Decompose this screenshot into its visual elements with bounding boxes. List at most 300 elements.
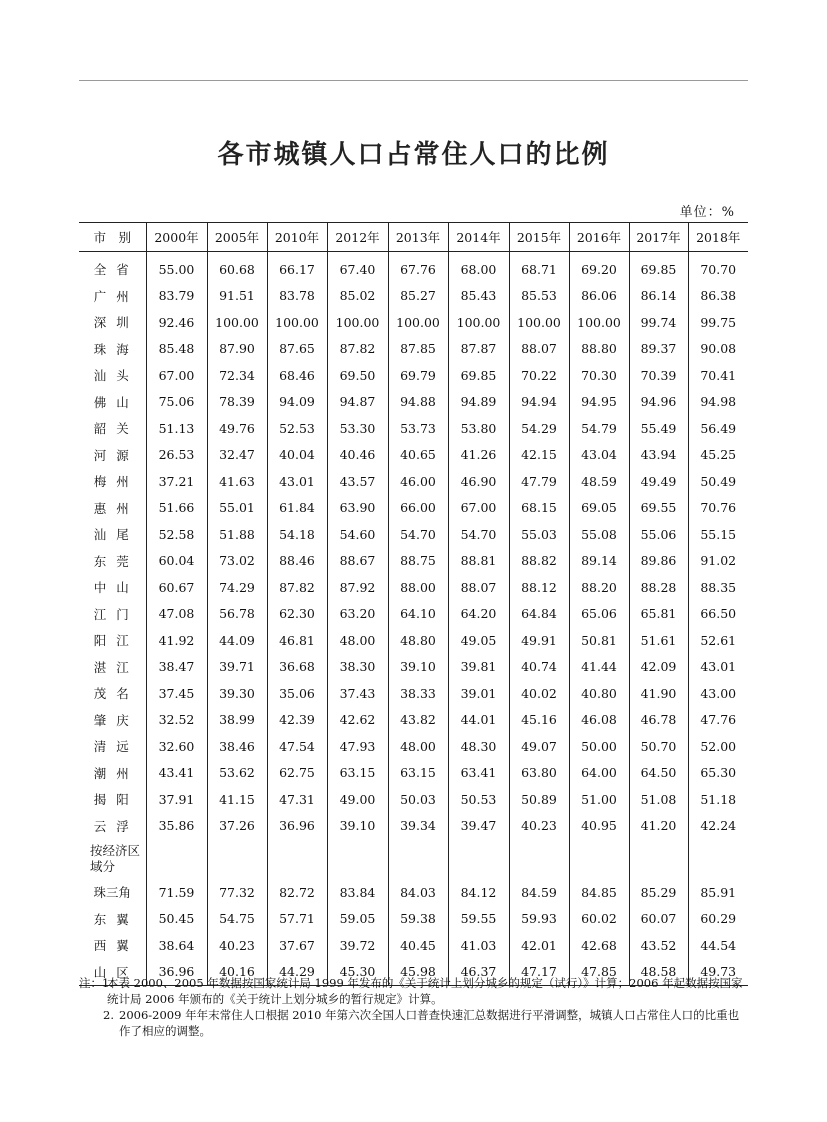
table-cell: 100.00 [267,309,327,336]
table-cell: 39.10 [327,813,388,840]
table-cell: 60.04 [146,548,207,575]
table-cell: 38.33 [388,680,448,707]
table-cell: 88.07 [448,574,509,601]
table-cell: 51.00 [569,786,629,813]
table-row [79,495,748,522]
table-cell: 40.23 [207,932,267,959]
table-cell: 32.52 [146,707,207,734]
column-header-year: 2010年 [267,223,327,252]
row-label: 湛江 [93,659,139,675]
table-cell [146,839,207,879]
table-cell: 54.75 [207,906,267,933]
table-cell: 43.04 [569,442,629,469]
column-header-year: 2013年 [388,223,448,252]
table-cell: 47.79 [509,468,569,495]
row-label: 清远 [93,739,139,755]
table-cell: 73.02 [207,548,267,575]
table-row [79,389,748,416]
table-cell: 87.90 [207,336,267,363]
table-cell: 46.37 [448,959,509,986]
table-cell: 36.68 [267,654,327,681]
row-label: 肇庆 [93,712,139,728]
table-row [79,707,748,734]
row-label: 汕头 [93,368,139,384]
table-cell: 35.86 [146,813,207,840]
row-label: 佛山 [93,394,139,410]
table-cell: 66.50 [688,601,748,628]
table-cell: 44.54 [688,932,748,959]
table-cell: 70.39 [629,362,688,389]
table-cell: 63.15 [327,760,388,787]
table-cell: 62.75 [267,760,327,787]
table-cell: 67.00 [448,495,509,522]
table-cell: 52.53 [267,415,327,442]
table-cell [207,839,267,879]
table-row [79,680,748,707]
table-cell: 94.09 [267,389,327,416]
row-label: 按经济区域分 [90,843,141,874]
table-cell: 62.30 [267,601,327,628]
table-cell: 41.44 [569,654,629,681]
unit-label: 单位：% [679,205,735,220]
table-cell: 51.13 [146,415,207,442]
table-cell: 100.00 [207,309,267,336]
row-label: 东莞 [93,553,139,569]
table-cell: 100.00 [509,309,569,336]
table-cell: 50.00 [569,733,629,760]
row-label: 山区 [79,959,146,986]
table-cell: 47.93 [327,733,388,760]
column-header-year: 2015年 [509,223,569,252]
table-cell [448,839,509,879]
table-cell: 94.88 [388,389,448,416]
table-cell: 68.71 [509,252,569,283]
table-cell: 55.01 [207,495,267,522]
table-cell: 51.61 [629,627,688,654]
table-cell: 43.01 [688,654,748,681]
table-cell: 42.62 [327,707,388,734]
table-cell: 66.17 [267,252,327,283]
table-cell: 87.85 [388,336,448,363]
column-header-year: 2012年 [327,223,388,252]
column-header-year: 2005年 [207,223,267,252]
table-cell: 48.80 [388,627,448,654]
table-cell: 48.00 [388,733,448,760]
table-cell: 60.02 [569,906,629,933]
table-cell: 32.47 [207,442,267,469]
table-cell: 70.70 [688,252,748,283]
table-cell: 88.07 [509,336,569,363]
table-cell: 55.06 [629,521,688,548]
table-cell: 63.90 [327,495,388,522]
table-cell: 51.88 [207,521,267,548]
footnote-text: 2006-2009 年年末常住人口根据 2010 年第六次全国人口普查快速汇总数据进行平滑调整，城镇人口占常住人口的比重也作了相应的调整。 [119,1008,740,1038]
page-title: 各市城镇人口占常住人口的比例 [217,140,610,170]
table-row [79,283,748,310]
table-cell: 42.68 [569,932,629,959]
column-header-year: 2017年 [629,223,688,252]
row-label: 中山 [93,580,139,596]
table-cell: 39.71 [207,654,267,681]
column-header-year: 2000年 [146,223,207,252]
table-cell: 87.87 [448,336,509,363]
table-cell: 54.60 [327,521,388,548]
row-label: 揭阳 [93,792,139,808]
table-cell: 47.54 [267,733,327,760]
table-cell: 70.41 [688,362,748,389]
table-cell: 42.39 [267,707,327,734]
table-cell: 84.59 [509,879,569,906]
table-cell: 48.00 [327,627,388,654]
table-cell: 88.67 [327,548,388,575]
table-cell: 42.15 [509,442,569,469]
table-row [79,252,748,283]
table-cell: 45.30 [327,959,388,986]
table-cell: 41.20 [629,813,688,840]
table-cell: 60.29 [688,906,748,933]
table-cell: 40.04 [267,442,327,469]
table-cell: 86.06 [569,283,629,310]
table-cell: 65.30 [688,760,748,787]
table-cell: 55.03 [509,521,569,548]
table-cell: 55.08 [569,521,629,548]
footnote-number: 注：1. [79,976,113,990]
table-cell: 37.67 [267,932,327,959]
row-label: 阳江 [93,633,139,649]
table-cell: 70.22 [509,362,569,389]
table-cell: 100.00 [388,309,448,336]
table-cell: 46.08 [569,707,629,734]
column-header-year: 2018年 [688,223,748,252]
table-cell: 69.05 [569,495,629,522]
table-cell: 38.64 [146,932,207,959]
column-header-year: 2014年 [448,223,509,252]
table-cell: 45.16 [509,707,569,734]
table-cell: 57.71 [267,906,327,933]
row-label: 梅州 [93,474,139,490]
table-row [79,733,748,760]
table-cell: 40.74 [509,654,569,681]
table-cell: 37.26 [207,813,267,840]
table-cell: 71.59 [146,879,207,906]
footnote [79,975,748,1007]
table-cell: 38.30 [327,654,388,681]
table-cell: 94.89 [448,389,509,416]
row-label: 云浮 [93,818,139,834]
table-cell: 39.30 [207,680,267,707]
footnotes [79,975,748,1039]
row-label: 全省 [93,262,139,278]
table-cell: 63.41 [448,760,509,787]
table-cell: 47.76 [688,707,748,734]
table-row [79,879,748,906]
table-cell: 40.65 [388,442,448,469]
table-cell: 32.60 [146,733,207,760]
table-cell: 50.89 [509,786,569,813]
table-cell: 94.94 [509,389,569,416]
table-cell: 43.01 [267,468,327,495]
table-cell: 92.46 [146,309,207,336]
table-cell: 85.29 [629,879,688,906]
table-cell: 54.29 [509,415,569,442]
table-cell: 47.31 [267,786,327,813]
table-cell: 64.50 [629,760,688,787]
table-row [79,521,748,548]
table-cell: 68.15 [509,495,569,522]
table-row [79,336,748,363]
table-cell: 64.10 [388,601,448,628]
table-cell: 84.03 [388,879,448,906]
table-cell: 43.41 [146,760,207,787]
table-cell: 47.08 [146,601,207,628]
table-cell: 42.01 [509,932,569,959]
table-cell: 54.70 [448,521,509,548]
table-cell: 41.92 [146,627,207,654]
table-cell: 40.02 [509,680,569,707]
table-cell: 82.72 [267,879,327,906]
table-cell: 75.06 [146,389,207,416]
row-label: 韶关 [93,421,139,437]
table-cell: 44.09 [207,627,267,654]
table-cell: 51.18 [688,786,748,813]
table-cell: 69.85 [448,362,509,389]
table-cell: 51.08 [629,786,688,813]
table-cell: 69.50 [327,362,388,389]
table-cell: 68.00 [448,252,509,283]
column-header-region: 市 别 [79,223,146,252]
table-row [79,548,748,575]
table-cell: 66.00 [388,495,448,522]
table-row [79,601,748,628]
table-cell: 85.53 [509,283,569,310]
row-label: 潮州 [93,765,139,781]
table-cell: 40.16 [207,959,267,986]
table-cell: 39.81 [448,654,509,681]
table-cell: 37.21 [146,468,207,495]
table-cell: 86.14 [629,283,688,310]
table-cell: 89.37 [629,336,688,363]
row-label: 西翼 [93,938,139,954]
table-cell: 53.73 [388,415,448,442]
table-row [79,627,748,654]
table-cell: 35.06 [267,680,327,707]
table-cell: 64.20 [448,601,509,628]
table-cell: 45.98 [388,959,448,986]
row-label: 珠海 [93,341,139,357]
table-cell: 41.26 [448,442,509,469]
table-cell: 41.15 [207,786,267,813]
table-cell: 69.85 [629,252,688,283]
table-cell: 88.12 [509,574,569,601]
table-cell: 49.05 [448,627,509,654]
table-cell: 63.20 [327,601,388,628]
table-cell [569,839,629,879]
table-row [79,362,748,389]
table-row [79,760,748,787]
table-cell: 90.08 [688,336,748,363]
table-cell: 40.23 [509,813,569,840]
table-cell: 37.45 [146,680,207,707]
table-cell: 94.95 [569,389,629,416]
table-cell: 45.25 [688,442,748,469]
table-row [79,442,748,469]
table-cell: 83.78 [267,283,327,310]
table-cell: 39.34 [388,813,448,840]
table-cell: 91.51 [207,283,267,310]
table-cell: 63.15 [388,760,448,787]
table-cell: 67.00 [146,362,207,389]
table-cell: 91.02 [688,548,748,575]
table-cell: 84.12 [448,879,509,906]
footnote [79,1007,748,1039]
table-cell: 49.07 [509,733,569,760]
table-cell: 44.29 [267,959,327,986]
table-cell: 85.27 [388,283,448,310]
table-cell: 88.00 [388,574,448,601]
table-cell: 87.82 [327,336,388,363]
table-cell: 70.76 [688,495,748,522]
table-cell: 40.45 [388,932,448,959]
table-cell: 94.98 [688,389,748,416]
table-cell: 26.53 [146,442,207,469]
table-cell: 49.91 [509,627,569,654]
table-cell: 65.81 [629,601,688,628]
table-cell [388,839,448,879]
table-cell: 74.29 [207,574,267,601]
table-cell: 85.91 [688,879,748,906]
table-cell: 40.46 [327,442,388,469]
table-cell: 87.92 [327,574,388,601]
table-cell: 49.73 [688,959,748,986]
table-cell: 50.03 [388,786,448,813]
row-label: 河源 [93,447,139,463]
table-cell: 85.43 [448,283,509,310]
table-cell: 39.10 [388,654,448,681]
table-cell: 89.86 [629,548,688,575]
table-cell: 55.49 [629,415,688,442]
table-cell: 49.49 [629,468,688,495]
table-cell: 52.58 [146,521,207,548]
table-cell: 61.84 [267,495,327,522]
row-label: 惠州 [93,500,139,516]
table-cell: 100.00 [448,309,509,336]
table-row [79,839,748,879]
table-cell: 49.76 [207,415,267,442]
table-cell: 40.80 [569,680,629,707]
table-cell: 78.39 [207,389,267,416]
table-cell [629,839,688,879]
table-cell: 88.46 [267,548,327,575]
table-cell: 50.53 [448,786,509,813]
table-cell: 83.79 [146,283,207,310]
table-row [79,468,748,495]
row-label: 江门 [93,606,139,622]
table-cell: 68.46 [267,362,327,389]
table-cell: 39.01 [448,680,509,707]
table-cell: 85.02 [327,283,388,310]
table-cell: 83.84 [327,879,388,906]
table-cell: 46.00 [388,468,448,495]
table-cell: 64.84 [509,601,569,628]
table-cell: 52.61 [688,627,748,654]
row-label: 广州 [93,288,139,304]
table-cell: 50.49 [688,468,748,495]
table-cell: 47.17 [509,959,569,986]
table-cell: 55.15 [688,521,748,548]
table-cell: 100.00 [327,309,388,336]
table-row [79,932,748,959]
table-cell: 37.43 [327,680,388,707]
table-cell: 50.81 [569,627,629,654]
table-cell: 77.32 [207,879,267,906]
table-cell: 65.06 [569,601,629,628]
table-cell: 41.03 [448,932,509,959]
table-cell: 89.14 [569,548,629,575]
table-cell: 69.55 [629,495,688,522]
table-header-row [79,223,748,252]
table-cell: 59.55 [448,906,509,933]
table-cell: 56.49 [688,415,748,442]
table-cell: 36.96 [267,813,327,840]
table-cell: 43.00 [688,680,748,707]
table-cell: 56.78 [207,601,267,628]
table-cell: 55.00 [146,252,207,283]
table-cell: 42.24 [688,813,748,840]
table-cell: 40.95 [569,813,629,840]
table-cell: 67.40 [327,252,388,283]
table-cell: 88.75 [388,548,448,575]
table-row [79,906,748,933]
row-label: 珠三角 [93,885,131,901]
table-cell: 53.30 [327,415,388,442]
table-cell: 38.99 [207,707,267,734]
table-cell: 46.78 [629,707,688,734]
table-cell: 46.81 [267,627,327,654]
table-cell: 67.76 [388,252,448,283]
table-cell: 52.00 [688,733,748,760]
table-cell: 72.34 [207,362,267,389]
table-cell: 53.80 [448,415,509,442]
table-cell: 63.80 [509,760,569,787]
row-label: 汕尾 [93,527,139,543]
table-cell [688,839,748,879]
table-cell: 48.30 [448,733,509,760]
table-row [79,654,748,681]
table-cell: 85.48 [146,336,207,363]
table-cell: 37.91 [146,786,207,813]
table-cell: 94.96 [629,389,688,416]
table-cell: 48.58 [629,959,688,986]
table-cell: 86.38 [688,283,748,310]
table-cell: 50.70 [629,733,688,760]
row-label: 深圳 [93,315,139,331]
table-cell: 60.68 [207,252,267,283]
table-cell: 100.00 [569,309,629,336]
table-cell: 69.20 [569,252,629,283]
table-cell: 44.01 [448,707,509,734]
table-cell [267,839,327,879]
row-label: 东翼 [93,911,139,927]
table-cell [327,839,388,879]
table-cell: 43.57 [327,468,388,495]
table-cell: 36.96 [146,959,207,986]
table-cell: 50.45 [146,906,207,933]
table-cell: 51.66 [146,495,207,522]
table-cell: 39.72 [327,932,388,959]
table-cell: 54.18 [267,521,327,548]
footnote-text: 本表 2000、2005 年数据按国家统计局 1999 年发布的《关于统计上划分城乡的规定（试行）》计算；2006 年起数据按国家统计局 2006 年颁布的《关于统计上划分城乡的暂行规定》计算。 [107,976,743,1006]
urbanization-table [79,222,748,986]
